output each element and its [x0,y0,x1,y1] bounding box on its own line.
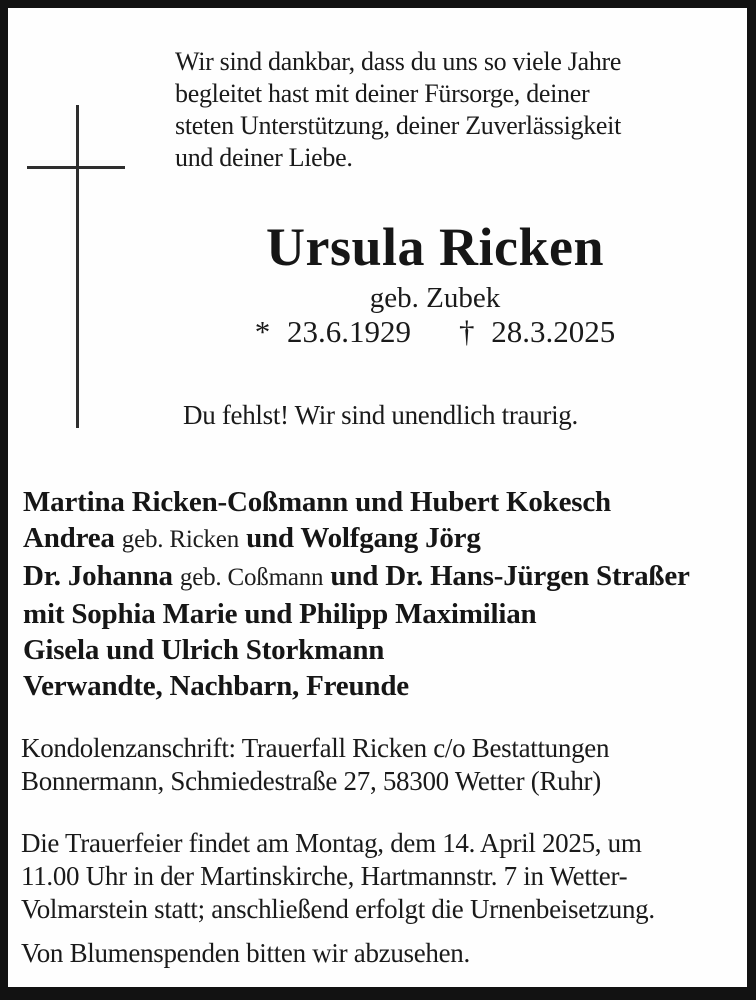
mourner-line [23,520,690,558]
mourners-list [23,484,690,704]
condolence-line: Bonnermann, Schmiedestraße 27, 58300 Wetter (Ruhr) [21,766,601,796]
birth-star-icon: * [254,314,271,349]
maiden-note: geb. Ricken [121,526,240,553]
mourner-name: und Dr. Hans-Jürgen Straßer [330,560,690,592]
tribute-line: Wir sind dankbar, dass du uns so viele Jahre [175,47,622,76]
tribute-line: begleitet hast mit deiner Fürsorge, deiner [175,79,590,108]
funeral-info [21,827,655,926]
mourner-line: Verwandte, Nachbarn, Freunde [23,670,409,702]
death-date: 28.3.2025 [491,314,616,349]
cross-icon-horizontal-bar [27,166,125,169]
maiden-name: geb. Zubek [369,282,501,314]
mourner-line: Gisela und Ulrich Storkmann [23,634,385,666]
mourner-line: mit Sophia Marie und Philipp Maximilian [23,598,537,630]
mourner-name: Dr. Johanna [23,560,173,592]
death-dagger-icon: † [459,314,475,349]
deceased-name: Ursula Ricken [265,217,604,277]
flowers-note: Von Blumenspenden bitten wir abzusehen. [21,938,470,968]
maiden-note: geb. Coßmann [179,564,324,591]
funeral-line: Die Trauerfeier findet am Montag, dem 14. April 2025, um [21,828,642,858]
mourner-name: und Wolfgang Jörg [246,522,481,554]
funeral-line: 11.00 Uhr in der Martinskirche, Hartmannstr. 7 in Wetter- [21,861,628,891]
mourner-line: Martina Ricken-Coßmann und Hubert Kokesch [23,486,611,518]
funeral-line: Volmarstein statt; anschließend erfolgt die Urnenbeisetzung. [21,894,655,924]
tribute-line: und deiner Liebe. [175,143,353,172]
tribute-line: steten Unterstützung, deiner Zuverlässigkeit [175,111,622,140]
condolence-line: Kondolenzanschrift: Trauerfall Ricken c/o Bestattungen [21,733,610,763]
condolence-address [21,732,609,798]
life-dates [115,314,755,350]
mourner-line [23,558,690,596]
birth-date: 23.6.1929 [287,314,411,349]
death-date-item [459,314,615,350]
birth-date-item [255,314,411,350]
tribute-text [175,46,621,174]
cross-icon-vertical-bar [76,105,79,428]
mourner-name: Andrea [23,522,115,554]
grief-line: Du fehlst! Wir sind unendlich traurig. [183,400,578,430]
